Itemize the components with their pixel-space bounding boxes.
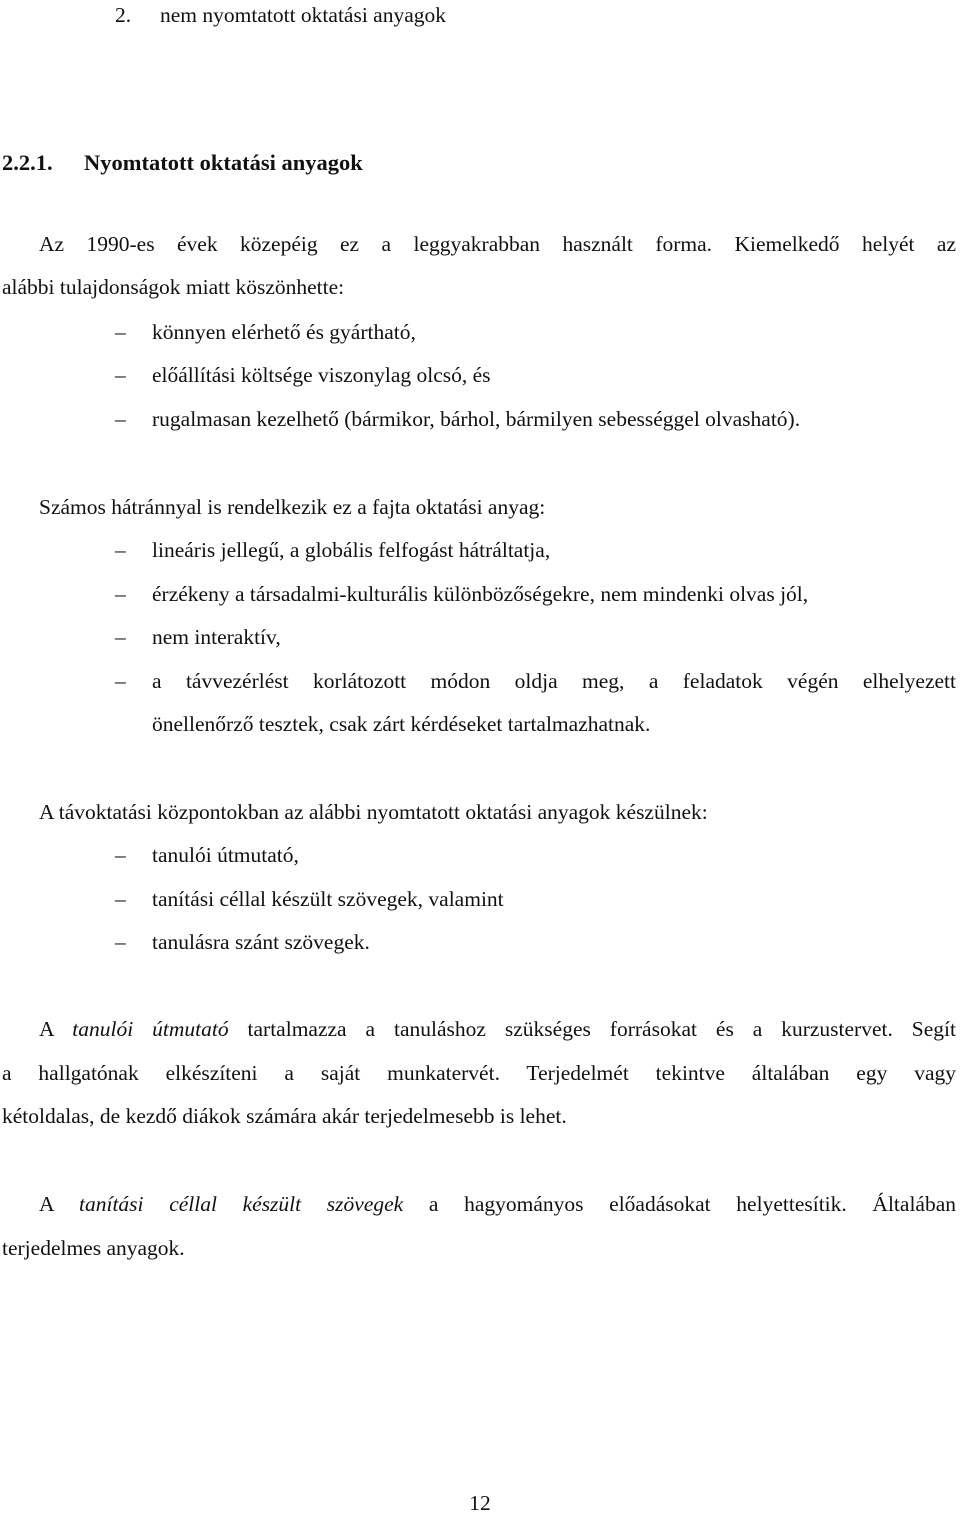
term-tanitasi-cellal: tanítási céllal készült szövegek [79, 1192, 404, 1216]
para4-line3: kétoldalas, de kezdő diákok számára akár terjedelmesebb is lehet. [2, 1104, 567, 1128]
list-item: rugalmasan kezelhető (bármikor, bárhol, bármilyen sebességgel olvasható). [152, 407, 801, 431]
para3-intro: A távoktatási központokban az alábbi nyomtatott oktatási anyagok készülnek: [39, 800, 708, 824]
list-item: tanítási céllal készült szövegek, valamint [152, 887, 504, 911]
bullet-marker: – [115, 582, 126, 606]
bullet-marker: – [115, 320, 126, 344]
bullet-marker: – [115, 407, 126, 431]
bullet-marker: – [115, 625, 126, 649]
para5-pre: A [39, 1192, 80, 1216]
list-item: előállítási költsége viszonylag olcsó, és [152, 363, 491, 387]
para5-line1 [39, 1191, 956, 1217]
header-title: nem nyomtatott oktatási anyagok [160, 3, 447, 27]
section-title: Nyomtatott oktatási anyagok [84, 150, 363, 175]
list-item: nem interaktív, [152, 625, 281, 649]
bullet-marker: – [115, 887, 126, 911]
list-item: tanulásra szánt szövegek. [152, 930, 370, 954]
bullet-marker: – [115, 538, 126, 562]
page-number: 12 [469, 1491, 491, 1515]
section-number: 2.2.1. [2, 150, 53, 175]
para4-pre: A [39, 1017, 73, 1041]
para5-line1-rest: a hagyományos előadásokat helyettesítik. Általában [403, 1192, 957, 1216]
list-item: a távvezérlést korlátozott módon oldja meg, a feladatok végén elhelyezett [152, 669, 956, 693]
list-item: tanulói útmutató, [152, 843, 299, 867]
bullet-marker: – [115, 843, 126, 867]
para2-intro: Számos hátránnyal is rendelkezik ez a fajta oktatási anyag: [39, 495, 546, 519]
bullet-marker: – [115, 363, 126, 387]
list-item-continuation: önellenőrző tesztek, csak zárt kérdéseket tartalmazhatnak. [152, 712, 651, 736]
list-item: érzékeny a társadalmi-kulturális különbözőségekre, nem mindenki olvas jól, [152, 582, 809, 606]
list-item: lineáris jellegű, a globális felfogást hátráltatja, [152, 538, 551, 562]
header-number: 2. [115, 3, 132, 27]
para4-line1-rest: tartalmazza a tanuláshoz szükséges forrásokat és a kurzustervet. Segít [228, 1017, 956, 1041]
list-item: könnyen elérhető és gyártható, [152, 320, 416, 344]
para1-line2: alábbi tulajdonságok miatt köszönhette: [2, 275, 345, 299]
para5-line2: terjedelmes anyagok. [2, 1236, 185, 1260]
para4-line2: a hallgatónak elkészíteni a saját munkatervét. Terjedelmét tekintve általában egy vagy [2, 1061, 956, 1085]
para4-line1 [39, 1016, 956, 1042]
term-tanuloi-utmutato: tanulói útmutató [72, 1017, 229, 1041]
bullet-marker: – [115, 930, 126, 954]
bullet-marker: – [115, 669, 126, 693]
para1-line1: Az 1990-es évek közepéig ez a leggyakrabban használt forma. Kiemelkedő helyét az [39, 232, 956, 256]
